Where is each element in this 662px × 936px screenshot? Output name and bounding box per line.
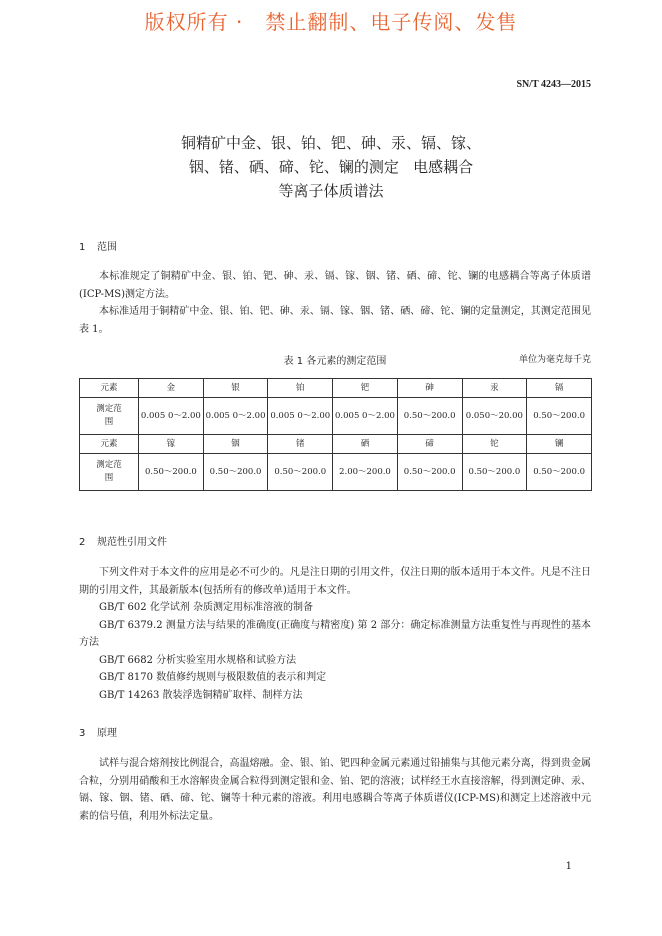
range-cell: 0.50～200.0 — [397, 398, 462, 435]
range-cell: 0.50～200.0 — [268, 454, 333, 491]
range-cell: 0.50～200.0 — [462, 454, 527, 491]
element-label: 元素 — [80, 379, 139, 398]
scope-text — [79, 268, 591, 338]
references-text — [79, 564, 591, 704]
reference-item: GB/T 602 化学试剂 杂质测定用标准溶液的制备 — [99, 602, 313, 613]
range-label — [80, 398, 139, 435]
title-line-3: 等离子体质谱法 — [278, 182, 384, 200]
reference-item: GB/T 6682 分析实验室用水规格和试验方法 — [99, 654, 297, 666]
section-3-heading — [79, 724, 117, 739]
range-cell: 0.005 0～2.00 — [139, 398, 204, 435]
scope-paragraph-1: 本标准规定了铜精矿中金、银、铂、钯、砷、汞、镉、镓、铟、锗、硒、碲、铊、镧的电感耦合等离子体质谱(ICP-MS)测定方法。 — [79, 271, 591, 300]
range-cell: 0.005 0～2.00 — [203, 398, 268, 435]
range-cell: 0.50～200.0 — [203, 454, 268, 491]
range-label-text: 测定范围 — [96, 460, 122, 483]
section-2-heading — [79, 533, 167, 548]
range-cell: 0.50～200.0 — [397, 454, 462, 491]
element-cell: 砷 — [397, 379, 462, 398]
element-cell: 铊 — [462, 435, 527, 454]
table-row — [80, 454, 592, 491]
element-cell: 镓 — [139, 435, 204, 454]
element-cell: 锗 — [268, 435, 333, 454]
title-line-2: 铟、锗、硒、碲、铊、镧的测定 电感耦合 — [188, 158, 474, 176]
references-intro: 下列文件对于本文件的应用是必不可少的。凡是注日期的引用文件，仅注日期的版本适用于本文件。凡是不注日期的引用文件，其最新版本(包括所有的修改单)适用于本文件。 — [79, 567, 591, 596]
principle-text — [79, 755, 591, 825]
range-cell: 0.005 0～2.00 — [268, 398, 333, 435]
range-label-text: 测定范围 — [96, 404, 122, 427]
table-title: 表 1 各元素的测定范围 — [283, 356, 387, 367]
section-number: 1 — [79, 242, 86, 253]
reference-item: GB/T 8170 数值修约规则与极限数值的表示和判定 — [99, 672, 327, 683]
section-title: 规范性引用文件 — [97, 537, 167, 548]
reference-item: GB/T 14263 散装浮选铜精矿取样、制样方法 — [99, 689, 303, 701]
table-row — [80, 398, 592, 435]
element-cell: 银 — [203, 379, 268, 398]
document-title — [0, 131, 662, 203]
range-cell: 0.50～200.0 — [527, 398, 592, 435]
range-cell: 0.50～200.0 — [139, 454, 204, 491]
element-cell: 铟 — [203, 435, 268, 454]
table-row — [80, 379, 592, 398]
section-title: 原理 — [97, 728, 117, 739]
table-row — [80, 435, 592, 454]
section-number: 2 — [79, 537, 86, 548]
range-cell: 0.50～200.0 — [527, 454, 592, 491]
element-cell: 钯 — [333, 379, 398, 398]
range-label — [80, 454, 139, 491]
watermark: 版权所有 · 禁止翻制、电子传阅、发售 — [144, 10, 518, 34]
table-unit: 单位为毫克每千克 — [518, 355, 591, 365]
element-cell: 镉 — [527, 379, 592, 398]
range-cell: 0.050～20.00 — [462, 398, 527, 435]
element-label: 元素 — [80, 435, 139, 454]
range-cell: 2.00～200.0 — [333, 454, 398, 491]
scope-paragraph-2: 本标准适用于铜精矿中金、银、铂、钯、砷、汞、镉、镓、铟、锗、硒、碲、铊、镧的定量测定，其测定范围见表 1。 — [79, 306, 591, 335]
section-number: 3 — [79, 728, 86, 739]
range-table — [79, 378, 592, 491]
section-title: 范围 — [97, 242, 117, 253]
principle-paragraph: 试样与混合熔剂按比例混合，高温熔融。金、银、铂、钯四种金属元素通过铅捕集与其他元素分离，得到贵金属合粒，分别用硝酸和王水溶解贵金属合粒得到测定银和金、铂、钯的溶液；试样经王水直接溶解，得到测定砷、汞、镉、镓、铟、锗、硒、碲、铊、镧等十种元素的溶液。利用电感耦合等离子体质谱仪(ICP-MS)和测定上述溶液中元素的信号值，利用外标法定量。 — [79, 758, 591, 822]
element-cell: 铂 — [268, 379, 333, 398]
element-cell: 镧 — [527, 435, 592, 454]
reference-item: GB/T 6379.2 测量方法与结果的准确度(正确度与精密度) 第 2 部分：确定标准测量方法重复性与再现性的基本方法 — [79, 619, 591, 648]
table-caption — [79, 352, 591, 366]
element-cell: 碲 — [397, 435, 462, 454]
element-cell: 汞 — [462, 379, 527, 398]
section-1-heading — [79, 238, 117, 253]
element-cell: 硒 — [333, 435, 398, 454]
range-cell: 0.005 0～2.00 — [333, 398, 398, 435]
standard-code: SN/T 4243—2015 — [516, 79, 591, 90]
element-cell: 金 — [139, 379, 204, 398]
title-line-1: 铜精矿中金、银、铂、钯、砷、汞、镉、镓、 — [180, 134, 481, 152]
page-number: 1 — [565, 861, 572, 872]
